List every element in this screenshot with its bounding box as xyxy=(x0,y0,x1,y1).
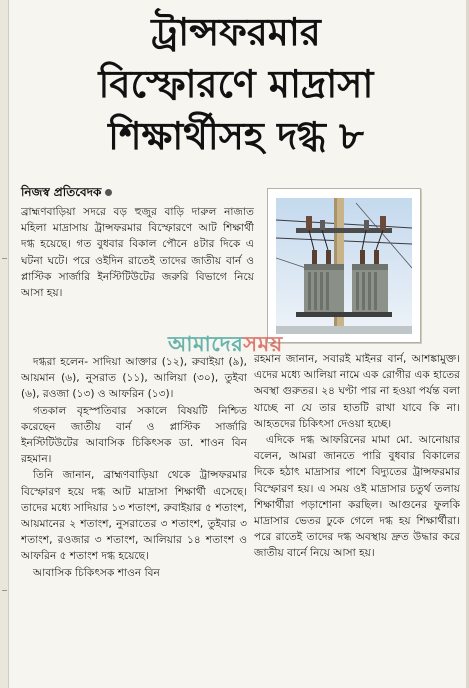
article-paragraph: রহমান জানান, সবারই মাইনর বার্ন, আশঙ্কামুক্ত। এদের মধ্যে আলিয়া নামে এক রোগীর এক হাতের অবস্থা গুরুতর। ২৪ ঘণ্টা পার না হওয়া পর্যন্ত বলা যাচ্ছে না যে তার হাতটি রাখা যাবে কি না। আহতদের চিকিৎসা দেওয়া হচ্ছে। xyxy=(254,353,460,430)
article-photo-frame xyxy=(267,188,421,343)
transformer-photo xyxy=(276,198,412,334)
byline-text: নিজস্ব প্রতিবেদক xyxy=(21,185,102,199)
article-column-right xyxy=(254,351,460,688)
adjacent-column-rule xyxy=(2,258,7,259)
article-paragraph: আবাসিক চিকিৎসক শাওন বিন xyxy=(33,566,160,579)
byline xyxy=(21,184,112,204)
article-column-left-bottom xyxy=(21,354,247,688)
headline-line-1: ট্রান্সফরমার xyxy=(151,10,321,54)
publisher-watermark xyxy=(168,328,283,363)
article-paragraph: দগ্ধরা হলেন- সাদিয়া আক্তার (১২), রুবাইয়া (৯), আয়মান (৬), নুসরাত (১১), আলিয়া (৩০), তুইবা (৬), রওজা (১৩) ও আফরিন (১৩)। xyxy=(21,356,247,401)
page-gutter-left xyxy=(0,0,9,688)
article-paragraph: এদিকে দগ্ধ আফরিনের মামা মো. আনোয়ার বলেন, আমরা জানতে পারি বুধবার বিকালের দিকে হঠাৎ মাদ্রাসার পাশে বিদ্যুতের ট্রান্সফরমার বিস্ফোরণ হয়। এ সময় ওই মাদ্রাসার চতুর্থ তলায় শিক্ষার্থীরা পড়াশোনা করছিল। আগুনের ফুলকি মাদ্রাসার ভেতর ঢুকে গেলে দগ্ধ হয় শিক্ষার্থীরা। পরে রাতেই তাদের দগ্ধ অবস্থায় দ্রুত উদ্ধার করে জাতীয় বার্নে নিয়ে আসা হয়। xyxy=(254,434,460,560)
article-paragraph: তিনি জানান, ব্রাহ্মণবাড়িয়া থেকে ট্রান্সফরমার বিস্ফোরণ হয়ে দগ্ধ আট মাদ্রাসা শিক্ষার্থী এসেছে। তাদের মধ্যে সাদিয়ার ১৩ শতাংশ, রুবাইয়ার ৫ শতাংশ, আয়মানের ২ শতাংশ, নুসরাতের ৩ শতাংশ, তুইবার ৩ শতাংশ, রওজার ৩ শতাংশ, আলিয়ার ১৪ শতাংশ ও আফরিন ৫ শতাংশ দগ্ধ হয়েছে। xyxy=(21,469,247,563)
watermark-part-2: সময় xyxy=(243,332,283,356)
article-paragraph: ব্রাহ্মণবাড়িয়া সদরে বড় হুজুর বাড়ি দারুল নাজাত মহিলা মাদ্রাসায় ট্রান্সফরমার বিস্ফোরণে আট শিক্ষার্থী দগ্ধ হয়েছে। গত বুধবার বিকাল পৌনে ৪টার দিকে এ ঘটনা ঘটে। পরে ওইদিন রাতেই তাদের জাতীয় বার্ন ও প্লাস্টিক সার্জারি ইনস্টিটিউটের জরুরি বিভাগে নিয়ে আসা হয়। xyxy=(21,206,254,300)
transformer-illustration xyxy=(276,198,412,334)
bullet-dot-icon xyxy=(105,189,112,196)
adjacent-column-rule xyxy=(2,590,7,591)
headline-line-2: বিস্ফোরণে মাদ্রাসা xyxy=(98,62,374,106)
watermark-part-1: আমাদের xyxy=(168,332,244,356)
headline-line-3: শিক্ষার্থীসহ দগ্ধ ৮ xyxy=(108,114,364,158)
article-paragraph: গতকাল বৃহস্পতিবার সকালে বিষয়টি নিশ্চিত করেছেন জাতীয় বার্ন ও প্লাস্টিক সার্জারি ইনস্টিটিউটের আবাসিক চিকিৎসক ডা. শাওন বিন রহমান। xyxy=(21,404,247,466)
headline xyxy=(12,6,460,162)
